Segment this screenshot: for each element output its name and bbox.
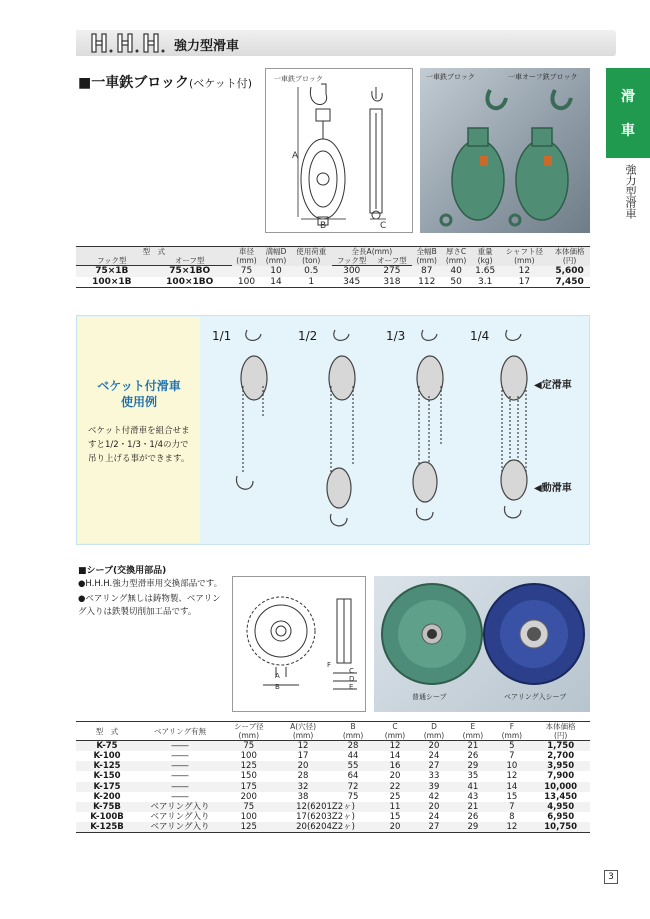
table-row: [76, 782, 590, 792]
sheave-drawing-icon: [233, 577, 367, 713]
cell-bearing: ――: [138, 741, 222, 752]
cell-f: 10: [492, 761, 531, 771]
sheave-dim-f: F: [327, 661, 332, 669]
usage-title-line2: 使用例: [120, 395, 157, 409]
block-section-title: [78, 72, 252, 92]
cell-d: 39: [414, 782, 453, 792]
col-price: 本体価格 (円): [549, 247, 590, 266]
cell-a: 12(6201Z2ヶ): [276, 802, 376, 812]
cell-a: 20: [276, 761, 331, 771]
cell-weight: 1.65: [471, 266, 500, 277]
cell-price: 7,450: [549, 277, 590, 288]
col-load: 使用荷重 (ton): [291, 247, 332, 266]
col-eye: オーフ型: [148, 256, 232, 266]
cell-a: 38: [297, 791, 309, 802]
ratio-1-4: 1/4: [470, 329, 490, 343]
cell-price: 6,950: [547, 812, 575, 823]
block-title-main: ■一車鉄ブロック: [78, 75, 189, 91]
cell-groove: 14: [261, 277, 291, 288]
col-b: B (mm): [331, 722, 376, 741]
table-row: [76, 277, 590, 288]
sheave-diagram: [232, 576, 366, 712]
moving-pulley-label: ◀動滑車: [534, 483, 572, 494]
usage-description: ベケット付滑車を組合せますと1/2・1/3・1/4の力で吊り上げる事ができます。: [88, 426, 190, 464]
col-model: 型 式: [76, 722, 138, 741]
cell-c: 16: [376, 761, 415, 771]
table-row: [76, 822, 590, 833]
cell-d: 33: [428, 771, 440, 782]
cell-f: 8: [509, 812, 515, 823]
cell-dia: 175: [222, 782, 276, 792]
cell-bearing: ――: [171, 791, 189, 802]
cell-e: 41: [453, 782, 492, 792]
cell-d: 20: [414, 802, 453, 812]
cell-c: 22: [376, 782, 415, 792]
cell-dia: 200: [240, 791, 257, 802]
cell-eye: 75×1BO: [148, 266, 232, 277]
cell-price: 10,000: [531, 782, 590, 792]
cell-dia: 75: [222, 741, 276, 752]
block-diagram: [265, 68, 413, 233]
cell-width: 87: [412, 266, 441, 277]
cell-bearing: ――: [171, 751, 189, 762]
cell-c: 20: [389, 771, 401, 782]
table-row: [76, 266, 590, 277]
cell-thick: 50: [441, 277, 470, 288]
cell-f: 12: [506, 771, 518, 782]
sheave-title: ■シーブ(交換用部品): [78, 566, 167, 576]
cell-width: 112: [412, 277, 441, 288]
cell-price: 7,900: [547, 771, 575, 782]
sheave-dim-d: D: [349, 675, 355, 683]
cell-price: 1,750: [531, 741, 590, 752]
page-number: 3: [604, 870, 618, 884]
table-row: [76, 792, 590, 802]
side-tab[interactable]: [606, 68, 650, 158]
cell-d: 20: [414, 741, 453, 752]
col-shaft: シャフト径 (mm): [500, 247, 550, 266]
cell-dia: 100: [240, 812, 257, 823]
cell-model: K-100B: [90, 812, 124, 823]
col-dia: シーブ径 (mm): [222, 722, 276, 741]
cell-bearing: ――: [138, 761, 222, 771]
cell-model: K-100: [93, 751, 121, 762]
table-row: [76, 751, 590, 761]
green-pulley-photo-icon: [420, 68, 590, 233]
side-tab-char-1: 滑: [621, 89, 635, 105]
col-e: E (mm): [453, 722, 492, 741]
cell-model: K-125: [76, 761, 138, 771]
sheave-dim-a: A: [275, 672, 280, 680]
sheave-dim-b: B: [275, 683, 280, 691]
col-price: 本体価格 (円): [531, 722, 590, 741]
cell-c: 14: [389, 751, 401, 762]
pulley-drawing-icon: [266, 69, 414, 234]
caption-normal-sheave: 普通シーブ: [412, 693, 447, 701]
cell-b: 64: [347, 771, 359, 782]
photo-caption-right: 一車オーフ鉄ブロック: [508, 73, 578, 81]
sheave-note-2: ●ベアリング無しは鋳物製、ベアリング入りは鉄製切削加工品です。: [78, 594, 221, 617]
cell-shaft: 17: [500, 277, 550, 288]
block-title-suffix: (ベケット付): [188, 77, 252, 90]
diagram-caption: 一車鉄ブロック: [274, 75, 323, 83]
cell-a: 17: [297, 751, 309, 762]
col-model: 型 式: [76, 247, 232, 257]
cell-groove: 10: [261, 266, 291, 277]
header-title: 強力型滑車: [174, 39, 240, 54]
cell-bearing: ――: [138, 782, 222, 792]
cell-d: 42: [428, 791, 440, 802]
col-groove: 満幅D (mm): [261, 247, 291, 266]
cell-weight: 3.1: [471, 277, 500, 288]
table-row: [76, 812, 590, 822]
cell-b: 44: [347, 751, 359, 762]
brand-logo: [90, 31, 170, 55]
cell-a: 28: [297, 771, 309, 782]
usage-title-line1: ベケット付滑車: [97, 379, 181, 393]
cell-e: 29: [453, 822, 492, 833]
cell-b: 72: [331, 782, 376, 792]
col-thick: 厚さC (mm): [441, 247, 470, 266]
cell-dia: 100: [240, 751, 257, 762]
cell-thick: 40: [441, 266, 470, 277]
cell-model: K-175: [76, 782, 138, 792]
col-d: D (mm): [414, 722, 453, 741]
cell-len-eye: 275: [372, 266, 412, 277]
col-wheel-dia: 車径 (mm): [232, 247, 261, 266]
ratio-1-3: 1/3: [386, 329, 406, 343]
cell-wheel: 100: [232, 277, 261, 288]
col-c: C (mm): [376, 722, 415, 741]
table-row: [76, 802, 590, 812]
cell-model: K-200: [93, 791, 121, 802]
cell-price: 2,700: [547, 751, 575, 762]
side-tab-char-2: 車: [621, 123, 635, 139]
col-hook: フック型: [76, 256, 148, 266]
cell-b: 55: [331, 761, 376, 771]
spec-table: [76, 246, 590, 288]
cell-dia: 150: [240, 771, 257, 782]
usage-title: [78, 378, 200, 410]
dim-b-label: B: [320, 221, 327, 231]
cell-model: K-75: [76, 741, 138, 752]
cell-e: 21: [453, 802, 492, 812]
cell-d: 24: [428, 751, 440, 762]
col-bearing: ベアリング有無: [138, 722, 222, 741]
caption-bearing-sheave: ベアリング入シーブ: [504, 693, 567, 701]
cell-bearing: ベアリング入り: [138, 802, 222, 812]
cell-b: 28: [331, 741, 376, 752]
photo-caption-left: 一車鉄ブロック: [426, 73, 475, 81]
ratio-1-2: 1/2: [298, 329, 318, 343]
cell-f: 14: [492, 782, 531, 792]
cell-a: 12: [276, 741, 331, 752]
cell-c: 25: [389, 791, 401, 802]
sheave-photo: [374, 576, 590, 712]
table-row: [76, 761, 590, 771]
cell-wheel: 75: [232, 266, 261, 277]
cell-e: 35: [467, 771, 479, 782]
col-length: 全長A(mm): [332, 247, 412, 257]
cell-len-hook: 345: [332, 277, 372, 288]
cell-shaft: 12: [500, 266, 550, 277]
cell-a: 20(6204Z2ヶ): [276, 822, 376, 833]
sheave-dim-e: E: [349, 683, 354, 691]
cell-load: 0.5: [291, 266, 332, 277]
cell-d: 27: [414, 822, 453, 833]
table-row: [76, 771, 590, 781]
cell-c: 11: [376, 802, 415, 812]
cell-model: K-150: [93, 771, 121, 782]
cell-a: 17(6203Z2ヶ): [296, 812, 355, 823]
hhh-logo-icon: [90, 32, 170, 54]
col-a: A(穴径) (mm): [276, 722, 331, 741]
cell-f: 7: [492, 802, 531, 812]
cell-hook: 100×1B: [76, 277, 148, 288]
cell-price: 10,750: [531, 822, 590, 833]
col-length-hook: フック型: [332, 256, 372, 266]
cell-e: 26: [467, 751, 479, 762]
dim-a-label: A: [292, 151, 299, 161]
cell-e: 29: [453, 761, 492, 771]
sheave-table: [76, 721, 590, 833]
cell-f: 15: [506, 791, 518, 802]
cell-price: 3,950: [531, 761, 590, 771]
cell-load: 1: [291, 277, 332, 288]
side-vertical-label: 強力型滑車: [624, 164, 637, 219]
col-f: F (mm): [492, 722, 531, 741]
cell-f: 7: [509, 751, 515, 762]
cell-dia: 75: [222, 802, 276, 812]
ratio-1-1: 1/1: [212, 329, 232, 343]
cell-hook: 75×1B: [76, 266, 148, 277]
cell-dia: 125: [222, 761, 276, 771]
dim-c-label: C: [380, 221, 387, 231]
cell-price: 5,600: [549, 266, 590, 277]
cell-c: 12: [376, 741, 415, 752]
col-length-eye: オーフ型: [372, 256, 412, 266]
cell-bearing: ――: [171, 771, 189, 782]
cell-d: 27: [414, 761, 453, 771]
cell-c: 20: [376, 822, 415, 833]
col-width: 全幅B (mm): [412, 247, 441, 266]
sheave-dim-c: C: [349, 667, 354, 675]
cell-bearing: ベアリング入り: [138, 822, 222, 833]
cell-price: 4,950: [531, 802, 590, 812]
cell-eye: 100×1BO: [148, 277, 232, 288]
block-photo: [420, 68, 590, 233]
col-weight: 重量 (kg): [471, 247, 500, 266]
cell-len-hook: 300: [332, 266, 372, 277]
cell-e: 26: [467, 812, 479, 823]
cell-f: 5: [492, 741, 531, 752]
cell-model: K-75B: [76, 802, 138, 812]
cell-bearing: ベアリング入り: [150, 812, 210, 823]
cell-dia: 125: [222, 822, 276, 833]
sheave-note-1: ●H.H.H.強力型滑車用交換部品です。: [78, 579, 223, 589]
cell-c: 15: [389, 812, 401, 823]
cell-f: 12: [492, 822, 531, 833]
fixed-pulley-label: ◀定滑車: [534, 380, 572, 391]
cell-e: 21: [453, 741, 492, 752]
cell-b: 75: [347, 791, 359, 802]
cell-model: K-125B: [76, 822, 138, 833]
cell-len-eye: 318: [372, 277, 412, 288]
cell-price: 13,450: [544, 791, 578, 802]
table-row: [76, 741, 590, 752]
cell-e: 43: [467, 791, 479, 802]
cell-d: 24: [428, 812, 440, 823]
cell-a: 32: [276, 782, 331, 792]
